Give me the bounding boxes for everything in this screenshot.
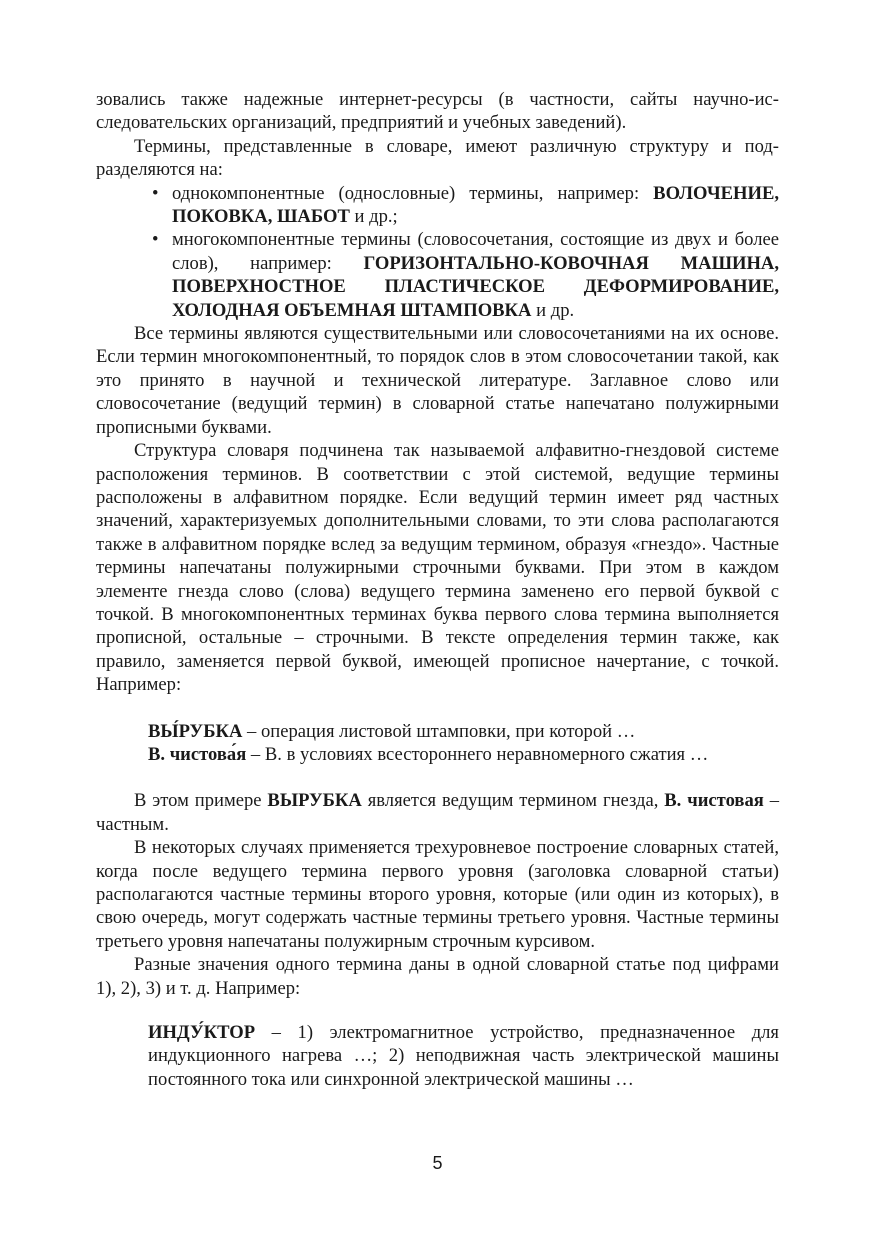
list-item-bold-terms: ГОРИЗОНТАЛЬНО-КОВОЧНАЯ МАШИНА, ПОВЕРХНОСТНОЕ ПЛАСТИЧЕСКОЕ ДЕФОРМИРОВАНИЕ, ХОЛОДНАЯ ОБЪЕМНАЯ ШТАМПОВКА (172, 252, 780, 321)
paragraph-structure-intro: Термины, представленные в словаре, имеют различную структуру и подразделяются на: (96, 135, 779, 181)
example-headword: ИНДУ́КТОР (148, 1022, 256, 1044)
example-entry-induktor (148, 1021, 779, 1091)
example-definition: – В. в условиях всестороннего неравномерного сжатия … (246, 743, 709, 765)
list-item-text: многокомпонентные термины (словосочетания, состоящие из двух и более слов), например: (172, 229, 779, 274)
paragraph-numbered-meanings: Разные значения одного термина даны в одной словарной статье под цифрами 1), 2), 3) и т. д. Например: (96, 954, 779, 999)
example-line (148, 1021, 779, 1091)
list-item-tail: и др. (531, 299, 575, 321)
page-number: 5 (432, 1153, 443, 1173)
example-headword: ВЫ́РУБКА (148, 720, 243, 742)
paragraph-three-level: В некоторых случаях применяется трехуровневое построение словарных статей, когда после ведущего термина первого уровня (заголовка словарной статьи) располагаются частные термины второго уровня, которые (или один из которых), в свою очередь, могут содержать частные термины третьего уровня. Частные термины третьего уровня напечатаны полужирным строчным курсивом. (96, 837, 779, 952)
example-definition: – 1) электромагнитное устройство, предназначенное для индукционного нагрева …; 2) неподвижная часть электрической машины постоянного тока или синхронной электрической машины … (148, 1022, 779, 1090)
paragraph-sources: зовались также надежные интернет-ресурсы (в частности, сайты научно-исследовательских организаций, предприятий и учебных заведений). (96, 89, 779, 134)
example-definition: – операция листовой штамповки, при которой … (242, 720, 636, 742)
page-body (96, 88, 779, 1091)
list-item-tail: и др.; (349, 206, 398, 228)
list-item-bold-terms: ВОЛОЧЕНИЕ, ПОКОВКА, ШАБОТ (172, 182, 779, 228)
bullet-icon: • (152, 229, 159, 251)
term-types-list (96, 182, 779, 322)
paragraph-alphabetic-nesting: Структура словаря подчинена так называемой алфавитно-гнездовой системе расположения терминов. В соответствии с этой системой, ведущие термины расположены в алфавитном порядке. Если ведущий термин имеет ряд частных значений, характеризуемых дополнительными словами, то эти слова располагаются также в алфавитном порядке вслед за ведущим термином, образуя «гнездо». Частные термины напечатаны полужирными строчными буквами. При этом в каждом элементе гнезда слово (слова) ведущего термина заменено его первой буквой с точкой. В многокомпонентных терминах буква первого слова термина выполняется прописной, остальные – строчными. В тексте определения термин также, как правило, заменяется первой буквой, имеющей прописное начертание, с точкой. Например: (96, 440, 779, 696)
paragraph-example-explanation: В этом примере ВЫРУБКА является ведущим термином гнезда, В. чистовая – частным. (96, 790, 779, 835)
example-subterm: В. чистова́я (148, 743, 247, 765)
bullet-icon: • (152, 182, 159, 204)
example-line (148, 720, 779, 743)
paragraph-terms-nouns: Все термины являются существительными или словосочетаниями на их основе. Если термин многокомпонентный, то порядок слов в этом словосочетании такой, как это принято в научной и технической литературе. Заглавное слово или словосочетание (ведущий термин) в словарной статье напечатано полужирными прописными буквами. (96, 323, 779, 438)
example-entry-vyrubka (148, 720, 779, 767)
example-line (148, 743, 779, 766)
list-item (152, 182, 779, 229)
list-item-text: однокомпонентные (однословные) термины, например: (172, 182, 654, 204)
list-item (152, 228, 780, 322)
